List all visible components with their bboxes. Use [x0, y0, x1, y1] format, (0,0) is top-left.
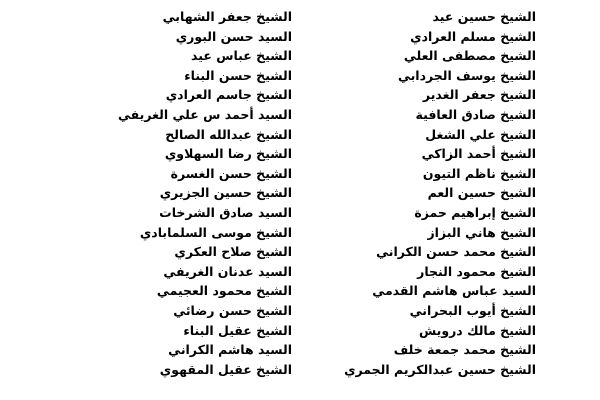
name-entry: الشيخ عقيل المقهوي — [159, 361, 292, 377]
name-entry: الشيخ محمد جمعة خلف — [393, 342, 536, 358]
name-entry: الشيخ مالك درويش — [418, 322, 536, 338]
names-column-left — [67, 7, 292, 379]
name-entry: الشيخ صلاح العكري — [174, 244, 292, 260]
name-entry: الشيخ ناظم التيون — [422, 165, 536, 181]
name-entry: الشيخ جعفر الشهابي — [162, 9, 292, 24]
name-entry: الشيخ حسين العم — [427, 185, 536, 201]
name-entry: السيد صادق الشرخات — [159, 204, 292, 220]
name-entry: الشيخ إبراهيم حمزة — [414, 204, 536, 220]
name-entry: الشيخ حسن رضائي — [173, 302, 292, 318]
name-entry: الشيخ عباس عيد — [191, 48, 292, 64]
name-entry: الشيخ محمود العجيمي — [156, 283, 292, 299]
name-entry: الشيخ محمود النجار — [417, 263, 536, 279]
name-entry: السيد هاشم الكراني — [168, 342, 292, 358]
name-entry: الشيخ عقيل البناء — [183, 322, 292, 338]
name-entry: السيد حسن البوري — [175, 28, 292, 44]
name-entry: الشيخ جاسم العرادي — [165, 87, 292, 103]
name-entry: السيد عباس هاشم القدمي — [372, 283, 536, 299]
name-entry: الشيخ صادق العافية — [415, 106, 536, 122]
name-entry: الشيخ حسن الغسرة — [170, 165, 292, 181]
name-entry: الشيخ جعفر الغدير — [422, 87, 536, 103]
name-entry: السيد أحمد س علي الغريفي — [117, 106, 292, 122]
names-column-right — [286, 7, 536, 379]
name-entry: الشيخ أيوب البحراني — [409, 302, 536, 318]
name-entry: الشيخ هاني البزاز — [427, 224, 536, 240]
name-entry: الشيخ حسن البناء — [184, 67, 292, 83]
name-entry: الشيخ حسين الجزيري — [159, 185, 292, 201]
name-entry: الشيخ مسلم العرادي — [410, 28, 536, 44]
name-entry: الشيخ حسين عيد — [432, 9, 536, 24]
name-entry: الشيخ محمد حسن الكراني — [376, 244, 536, 260]
name-entry: الشيخ موسى السلمابادي — [139, 224, 292, 240]
name-entry: الشيخ رضا السهلاوي — [164, 146, 292, 162]
name-entry: الشيخ حسين عبدالكريم الجمري — [344, 361, 536, 377]
name-entry: الشيخ عبدالله الصالح — [165, 126, 292, 142]
name-entry: الشيخ مصطفى العلي — [403, 48, 536, 64]
name-entry: السيد عدنان الغريفي — [163, 263, 292, 279]
name-entry: الشيخ علي الشغل — [425, 126, 536, 142]
name-entry: الشيخ أحمد الزاكي — [421, 146, 536, 162]
name-entry: الشيخ يوسف الجردابي — [397, 67, 536, 83]
